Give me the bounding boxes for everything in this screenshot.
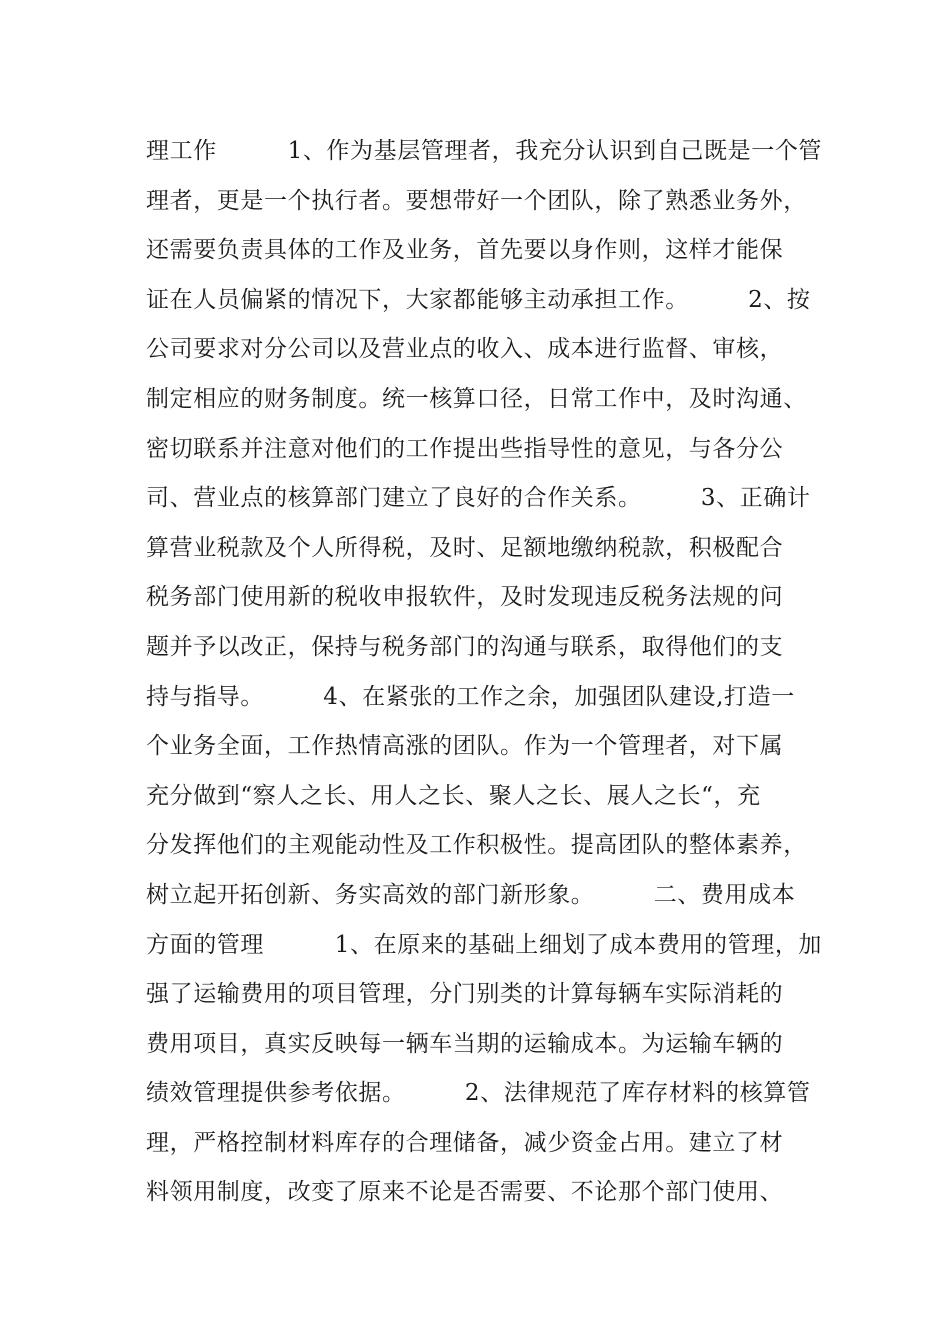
text-line: 方面的管理 1、在原来的基础上细划了成本费用的管理，加 bbox=[146, 931, 823, 958]
text-line: 个业务全面，工作热情高涨的团队。作为一个管理者，对下属 bbox=[146, 733, 784, 760]
text-line: 分发挥他们的主观能动性及工作积极性。提高团队的整体素养， bbox=[146, 832, 807, 859]
text-line: 绩效管理提供参考依据。 2、法律规范了库存材料的核算管 bbox=[146, 1080, 811, 1107]
text-line: 税务部门使用新的税收申报软件，及时发现违反税务法规的问 bbox=[146, 584, 784, 611]
text-line: 证在人员偏紧的情况下，大家都能够主动承担工作。 2、按 bbox=[146, 286, 811, 313]
text-line: 理者，更是一个执行者。要想带好一个团队，除了熟悉业务外， bbox=[146, 187, 807, 214]
text-line: 树立起开拓创新、务实高效的部门新形象。 二、费用成本 bbox=[146, 881, 796, 908]
text-line: 制定相应的财务制度。统一核算口径，日常工作中，及时沟通、 bbox=[146, 385, 807, 412]
text-line: 费用项目，真实反映每一辆车当期的运输成本。为运输车辆的 bbox=[146, 1030, 784, 1057]
text-line: 公司要求对分公司以及营业点的收入、成本进行监督、审核， bbox=[146, 336, 784, 363]
text-line: 理工作 1、作为基层管理者，我充分认识到自己既是一个管 bbox=[146, 138, 823, 164]
text-line: 司、营业点的核算部门建立了良好的合作关系。 3、正确计 bbox=[146, 485, 811, 512]
text-line: 理，严格控制材料库存的合理储备，减少资金占用。建立了材 bbox=[146, 1129, 784, 1156]
text-line: 持与指导。 4、在紧张的工作之余，加强团队建设,打造一 bbox=[146, 683, 795, 710]
text-line: 题并予以改正，保持与税务部门的沟通与联系，取得他们的支 bbox=[146, 633, 784, 660]
text-line: 算营业税款及个人所得税，及时、足额地缴纳税款，积极配合 bbox=[146, 534, 784, 561]
text-line: 还需要负责具体的工作及业务，首先要以身作则，这样才能保 bbox=[146, 237, 784, 264]
text-line: 充分做到“察人之长、用人之长、聚人之长、展人之长“，充 bbox=[146, 782, 761, 809]
text-line: 料领用制度，改变了原来不论是否需要、不论那个部门使用、 bbox=[146, 1179, 784, 1206]
text-line: 密切联系并注意对他们的工作提出些指导性的意见，与各分公 bbox=[146, 435, 784, 462]
text-line: 强了运输费用的项目管理，分门别类的计算每辆车实际消耗的 bbox=[146, 981, 784, 1008]
document-body bbox=[146, 127, 836, 1218]
